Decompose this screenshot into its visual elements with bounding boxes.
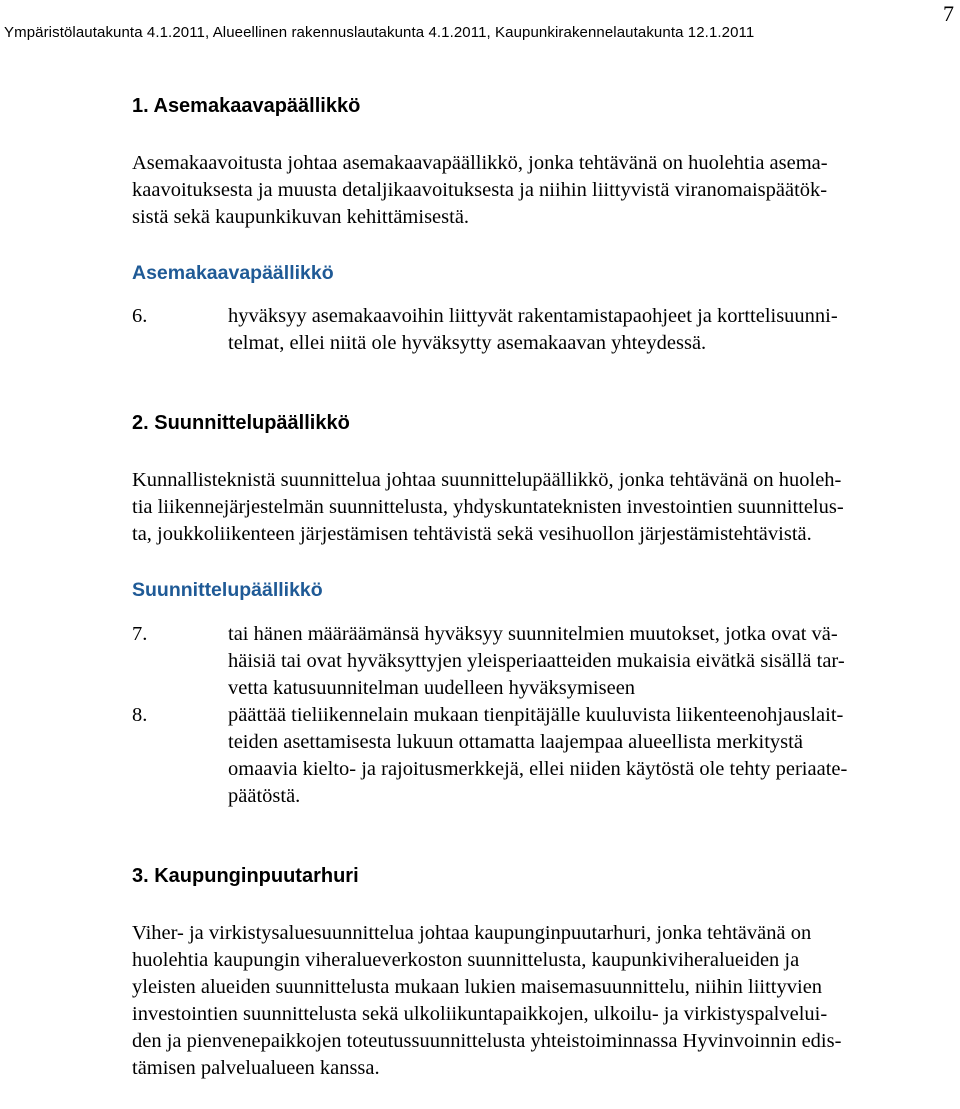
authority-subtitle: Asemakaavapäällikkö [132, 262, 334, 284]
paragraph-line: ta, joukkoliikenteen järjestämisen tehtävistä sekä vesihuollon järjestämistehtävistä. [132, 523, 812, 545]
item-number: 7. [132, 623, 148, 645]
paragraph-line: investointien suunnittelusta sekä ulkoliikuntapaikkojen, ulkoilu- ja virkistyspalvelui- [132, 1003, 828, 1025]
section-title: 2. Suunnittelupäällikkö [132, 412, 350, 434]
item-line: päättää tieliikennelain mukaan tienpitäjälle kuuluvista liikenteenohjauslait- [228, 704, 844, 726]
paragraph-line: tämisen palvelualueen kanssa. [132, 1057, 380, 1079]
section-paragraph [132, 467, 947, 548]
item-line: päätöstä. [228, 785, 301, 807]
item-line: teiden asettamisesta lukuun ottamatta laajempaa alueellista merkitystä [228, 731, 803, 753]
section-title: 1. Asemakaavapäällikkö [132, 95, 361, 117]
list-item [132, 702, 947, 810]
paragraph-line: huolehtia kaupungin viheralueverkoston suunnittelusta, kaupunkiviheralueiden ja [132, 949, 800, 971]
item-line: tai hänen määräämänsä hyväksyy suunnitelmien muutokset, jotka ovat vä- [228, 623, 838, 645]
paragraph-line: Kunnallisteknistä suunnittelua johtaa suunnittelupäällikkö, jonka tehtävänä on huoleh- [132, 469, 842, 491]
item-text [228, 303, 947, 357]
section-paragraph [132, 150, 947, 231]
item-line: vetta katusuunnitelman uudelleen hyväksymiseen [228, 677, 636, 699]
section-kaupunginpuutarhuri [132, 863, 947, 1082]
section-asemakaavapaallikko [132, 93, 947, 357]
section-paragraph [132, 920, 947, 1082]
page-number: 7 [943, 1, 954, 26]
list-item [132, 303, 947, 357]
paragraph-line: Viher- ja virkistysaluesuunnittelua johtaa kaupunginpuutarhuri, jonka tehtävänä on [132, 922, 812, 944]
paragraph-line: yleisten alueiden suunnittelusta mukaan lukien maisemasuunnittelu, niihin liittyvien [132, 976, 823, 998]
paragraph-line: sistä sekä kaupunkikuvan kehittämisestä. [132, 206, 470, 228]
item-line: telmat, ellei niitä ole hyväksytty asemakaavan yhteydessä. [228, 332, 707, 354]
paragraph-line: den ja pienvenepaikkojen toteutussuunnittelusta yhteistoiminnassa Hyvinvoinnin edis- [132, 1030, 842, 1052]
section-title: 3. Kaupunginpuutarhuri [132, 865, 359, 887]
list-item [132, 621, 947, 702]
document-body [132, 93, 947, 1082]
paragraph-line: kaavoituksesta ja muusta detaljikaavoituksesta ja niihin liittyvistä viranomaispäätök- [132, 179, 828, 201]
running-header: Ympäristölautakunta 4.1.2011, Alueellinen rakennuslautakunta 4.1.2011, Kaupunkirakennelautakunta 12.1.2011 [4, 24, 755, 41]
item-number: 8. [132, 704, 148, 726]
item-line: häisiä tai ovat hyväksyttyjen yleisperiaatteiden mukaisia eivätkä sisällä tar- [228, 650, 845, 672]
paragraph-line: Asemakaavoitusta johtaa asemakaavapäällikkö, jonka tehtävänä on huolehtia asema- [132, 152, 828, 174]
item-line: hyväksyy asemakaavoihin liittyvät rakentamistapaohjeet ja korttelisuunni- [228, 305, 838, 327]
item-number: 6. [132, 305, 148, 327]
item-text [228, 621, 947, 702]
section-suunnittelupaallikko [132, 410, 947, 810]
paragraph-line: tia liikennejärjestelmän suunnittelusta, yhdyskuntateknisten investointien suunnittelus- [132, 496, 844, 518]
item-line: omaavia kielto- ja rajoitusmerkkejä, ellei niiden käytöstä ole tehty periaate- [228, 758, 848, 780]
item-text [228, 702, 947, 810]
authority-subtitle: Suunnittelupäällikkö [132, 579, 323, 601]
